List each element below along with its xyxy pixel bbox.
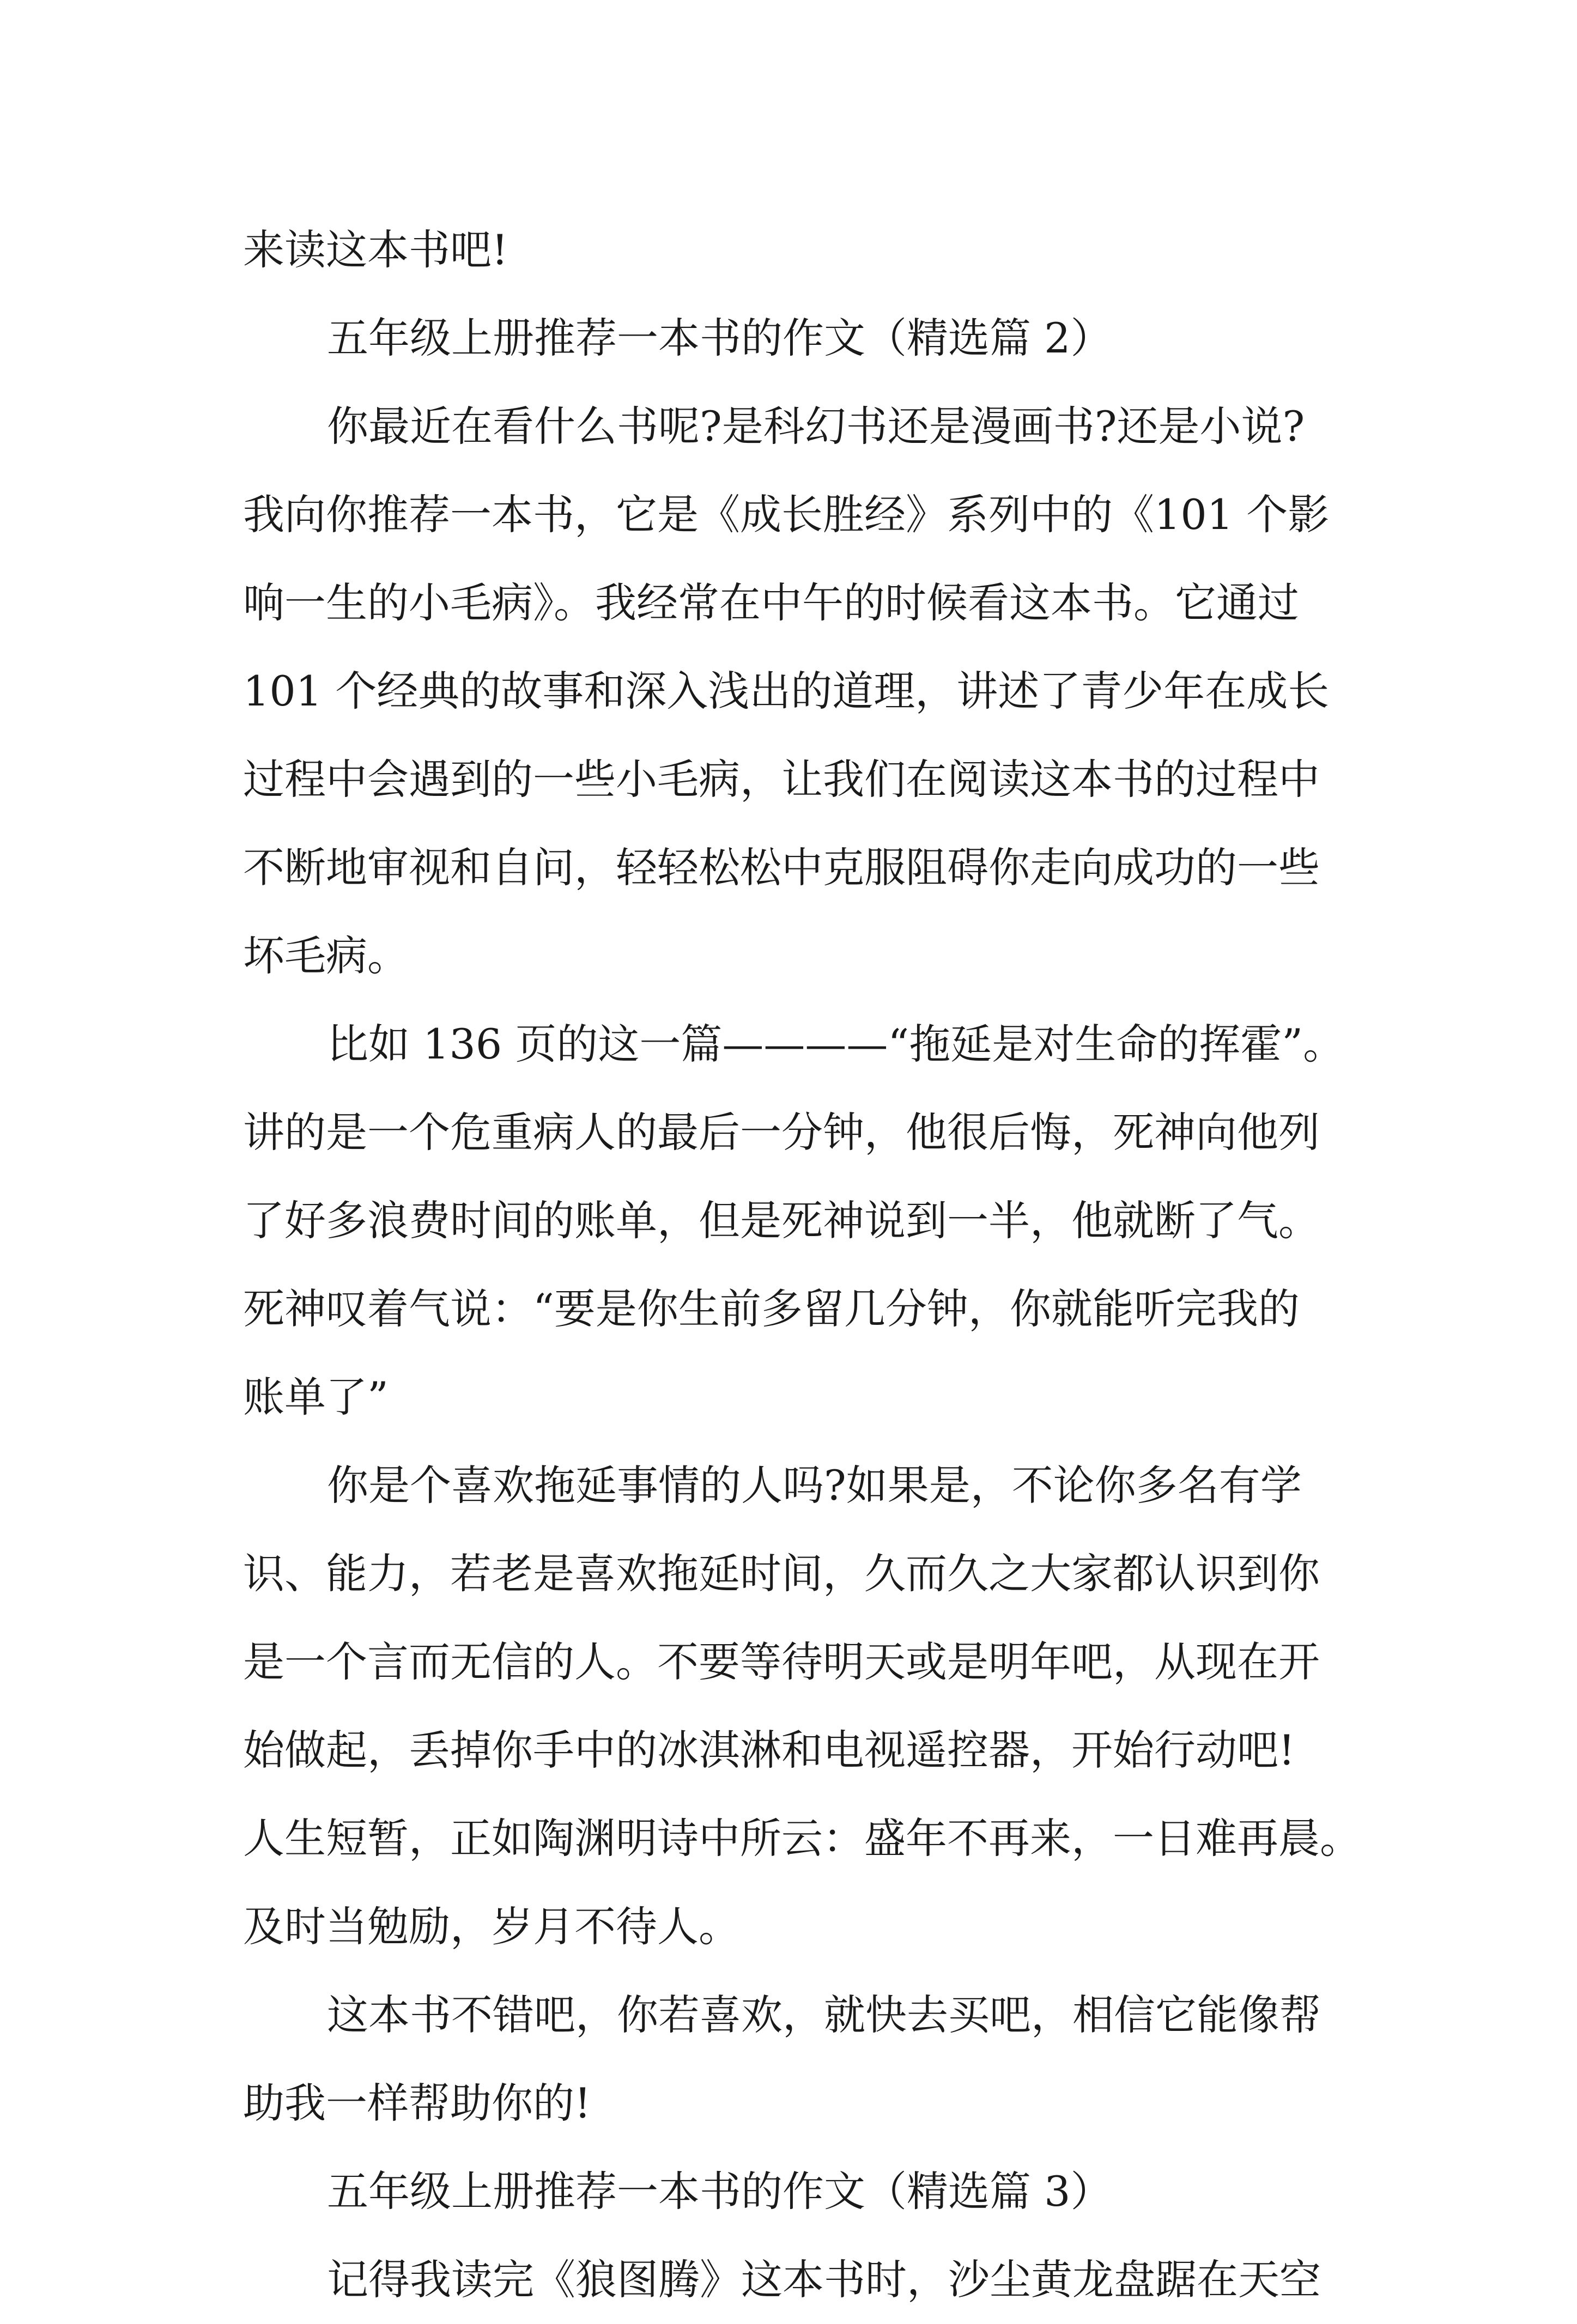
text-line-15: 你是个喜欢拖延事情的人吗?如果是，不论你多名有学 <box>327 1461 1302 1510</box>
text-line-14: 账单了” <box>243 1373 389 1421</box>
text-line-22: 助我一样帮助你的! <box>243 2079 591 2127</box>
text-line-7: 过程中会遇到的一些小毛病，让我们在阅读这本书的过程中 <box>243 755 1320 804</box>
text-line-19: 人生短暂，正如陶渊明诗中所云：盛年不再来，一日难再晨。 <box>243 1814 1361 1863</box>
text-line-4: 我向你推荐一本书，它是《成长胜经》系列中的《101 个影 <box>243 490 1330 539</box>
section-heading-2: 五年级上册推荐一本书的作文（精选篇 2） <box>327 314 1112 362</box>
text-line-11: 讲的是一个危重病人的最后一分钟，他很后悔，死神向他列 <box>243 1108 1320 1157</box>
text-line-10: 比如 136 页的这一篇————“拖延是对生命的挥霍”。 <box>327 1020 1345 1068</box>
section-heading-3: 五年级上册推荐一本书的作文（精选篇 3） <box>327 2167 1112 2216</box>
document-body <box>243 206 1361 2324</box>
text-line-9: 坏毛病。 <box>243 932 409 980</box>
text-line-24: 记得我读完《狼图腾》这本书时，沙尘黄龙盘踞在天空 <box>327 2255 1321 2304</box>
text-line-8: 不断地审视和自问，轻轻松松中克服阻碍你走向成功的一些 <box>243 843 1320 892</box>
text-line-5: 响一生的小毛病》。我经常在中午的时候看这本书。它通过 <box>243 579 1299 627</box>
text-line-13: 死神叹着气说：“要是你生前多留几分钟，你就能听完我的 <box>243 1285 1300 1333</box>
text-line-12: 了好多浪费时间的账单，但是死神说到一半，他就断了气。 <box>243 1196 1320 1245</box>
text-line-20: 及时当勉励，岁月不待人。 <box>243 1902 740 1951</box>
text-line-21: 这本书不错吧，你若喜欢，就快去买吧，相信它能像帮 <box>327 1991 1321 2039</box>
text-line-3: 你最近在看什么书呢?是科幻书还是漫画书?还是小说? <box>327 402 1305 451</box>
text-line-17: 是一个言而无信的人。不要等待明天或是明年吧，从现在开 <box>243 1638 1320 1686</box>
text-line-6: 101 个经典的故事和深入浅出的道理，讲述了青少年在成长 <box>243 667 1330 715</box>
text-line-16: 识、能力，若老是喜欢拖延时间，久而久之大家都认识到你 <box>243 1549 1320 1598</box>
text-line-1: 来读这本书吧! <box>243 226 508 274</box>
text-line-18: 始做起，丢掉你手中的冰淇淋和电视遥控器，开始行动吧! <box>243 1726 1295 1774</box>
